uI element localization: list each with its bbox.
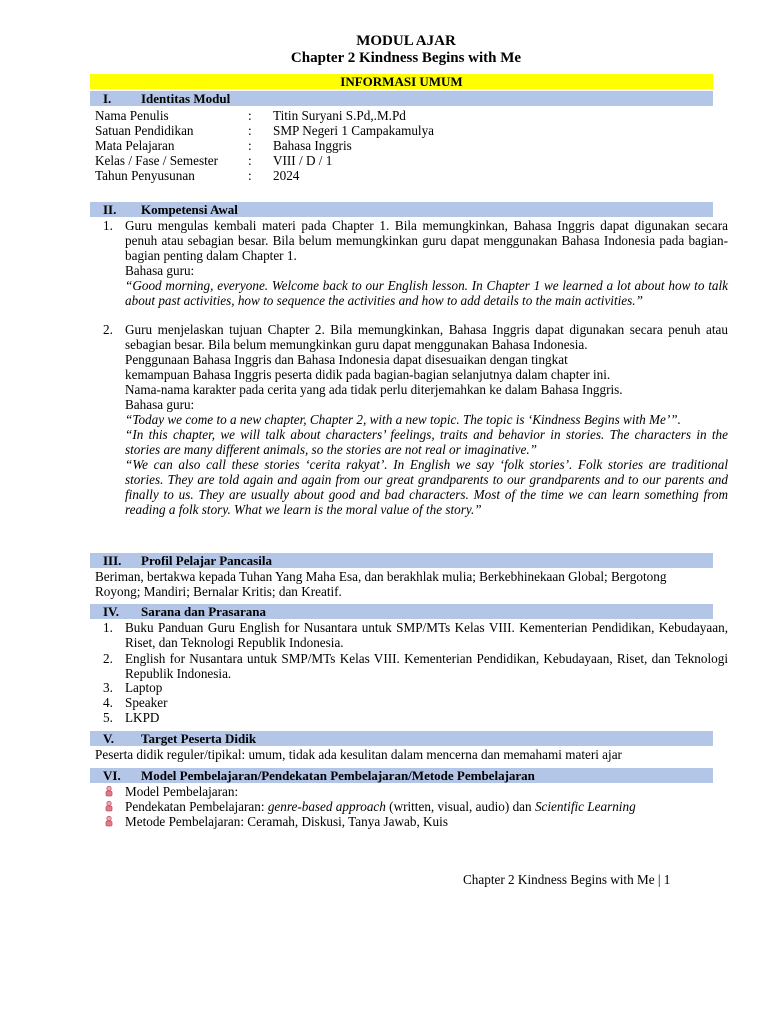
- model-item: Model Pembelajaran:: [125, 784, 239, 799]
- identity-row: [95, 153, 715, 168]
- sarana-item: Buku Panduan Guru English for Nusantara untuk SMP/MTs Kelas VIII. Kementerian Pendidikan, Kebudayaan, Riset, dan Teknologi Republik Indonesia.: [125, 620, 728, 650]
- profil-text: Beriman, bertakwa kepada Tuhan Yang Maha Esa, dan berakhlak mulia; Berkebhinekaan Global; Bergotong Royong; Mandiri; Bernalar Kritis; dan Kreatif.: [95, 569, 667, 599]
- kompetensi-text: Guru menjelaskan tujuan Chapter 2. Bila memungkinkan, Bahasa Inggris dapat digunakan secara penuh atau sebagian besar. Bila belum memungkinkan guru dapat menggunakan Bahasa Indonesia.: [125, 322, 728, 352]
- model-text-italic: Scientific Learning: [534, 799, 636, 814]
- section-profil-header: [90, 553, 713, 568]
- sarana-item: English for Nusantara untuk SMP/MTs Kelas VIII. Kementerian Pendidikan, Kebudayaan, Riset, dan Teknologi Republik Indonesia.: [125, 651, 728, 681]
- ornament-bullet-icon: [103, 815, 115, 827]
- identity-key: Nama Penulis: [95, 108, 169, 123]
- kompetensi-text: Penggunaan Bahasa Inggris dan Bahasa Indonesia dapat disesuaikan dengan tingkat: [125, 352, 568, 367]
- teacher-quote: “Today we come to a new chapter, Chapter 2, with a new topic. The topic is ‘Kindness Begins with Me’”.: [125, 412, 681, 427]
- section-kompetensi-header: [90, 202, 713, 217]
- ornament-bullet-icon: [103, 800, 115, 812]
- kompetensi-text: Guru mengulas kembali materi pada Chapter 1. Bila memungkinkan, Bahasa Inggris dapat digunakan secara penuh atau sebagian besar. Bila belum memungkinkan guru dapat menggunakan Bahasa Indonesia pada bagian-bagian penting dalam Chapter 1.: [125, 218, 728, 263]
- identity-row: [95, 108, 715, 123]
- list-marker: 5.: [103, 710, 113, 725]
- identity-key: Tahun Penyusunan: [95, 168, 195, 183]
- list-marker: 1.: [103, 218, 113, 233]
- identity-key: Kelas / Fase / Semester: [95, 153, 219, 168]
- teacher-quote: “Good morning, everyone. Welcome back to our English lesson. In Chapter 1 we learned a lot about how to talk about past activities, how to sequence the activities and how to add details to the main activities.”: [125, 278, 728, 308]
- kompetensi-text: kemampuan Bahasa Inggris peserta didik pada bagian-bagian selanjutnya dalam chapter ini.: [125, 367, 611, 382]
- list-marker: 2.: [103, 651, 113, 666]
- section-sarana-header: [90, 604, 713, 619]
- identity-colon: :: [248, 168, 252, 183]
- list-marker: 2.: [103, 322, 113, 337]
- teacher-quote: “We can also call these stories ‘cerita rakyat’. In English we say ‘folk stories’. Folk stories are traditional stories. They are told again and again from our great grandparents to our grandparents and to our parents and finally to us. They are usually about good and bad characters. Most of the time we can learn something from reading a folk story. What we learn is the moral value of the story.”: [125, 457, 728, 517]
- identity-row: [95, 123, 715, 138]
- section-identitas-header: [90, 91, 713, 106]
- identity-colon: :: [248, 108, 252, 123]
- identity-colon: :: [248, 138, 252, 153]
- identity-key: Satuan Pendidikan: [95, 123, 194, 138]
- section-number: II.: [103, 202, 117, 217]
- section-number: I.: [103, 91, 112, 106]
- identity-value: SMP Negeri 1 Campakamulya: [273, 123, 435, 138]
- identity-value: 2024: [273, 168, 300, 183]
- kompetensi-item-1: [125, 218, 728, 308]
- sarana-item: Laptop: [125, 680, 163, 695]
- section-label: Kompetensi Awal: [141, 202, 238, 217]
- teacher-quote: “In this chapter, we will talk about characters’ feelings, traits and behavior in stories. The characters in the stories are many different animals, so the stories are not real or imaginative.”: [125, 427, 728, 457]
- page-footer: Chapter 2 Kindness Begins with Me | 1: [463, 872, 671, 887]
- identity-value: Bahasa Inggris: [273, 138, 352, 153]
- list-marker: 1.: [103, 620, 113, 635]
- document-title: MODUL AJAR: [356, 33, 456, 49]
- identity-row: [95, 138, 715, 153]
- identity-key: Mata Pelajaran: [95, 138, 175, 153]
- model-item: [125, 799, 636, 814]
- document-subtitle: Chapter 2 Kindness Begins with Me: [290, 50, 522, 66]
- section-label: Sarana dan Prasarana: [141, 604, 266, 619]
- section-label: Target Peserta Didik: [141, 731, 257, 746]
- identity-row: [95, 168, 715, 183]
- ornament-bullet-icon: [103, 785, 115, 797]
- section-number: III.: [103, 553, 122, 568]
- model-item: Metode Pembelajaran: Ceramah, Diskusi, Tanya Jawab, Kuis: [125, 814, 448, 829]
- identity-colon: :: [248, 153, 252, 168]
- info-header: INFORMASI UMUM: [90, 74, 713, 89]
- section-label: Model Pembelajaran/Pendekatan Pembelajaran/Metode Pembelajaran: [141, 768, 535, 783]
- list-marker: 4.: [103, 695, 113, 710]
- model-text-italic: genre-based approach: [267, 799, 386, 814]
- identity-table: [95, 108, 715, 183]
- model-text: Pendekatan Pembelajaran:: [125, 799, 268, 814]
- identity-value: Titin Suryani S.Pd,.M.Pd: [273, 108, 406, 123]
- sarana-item: Speaker: [125, 695, 168, 710]
- section-target-header: [90, 731, 713, 746]
- kompetensi-item-2: [125, 322, 728, 517]
- section-label: Profil Pelajar Pancasila: [141, 553, 272, 568]
- identity-value: VIII / D / 1: [273, 153, 333, 168]
- model-text: (written, visual, audio) dan: [385, 799, 535, 814]
- identity-colon: :: [248, 123, 252, 138]
- section-number: VI.: [103, 768, 121, 783]
- section-model-header: [90, 768, 713, 783]
- target-text: Peserta didik reguler/tipikal: umum, tidak ada kesulitan dalam mencerna dan memahami materi ajar: [95, 747, 622, 762]
- teacher-language-label: Bahasa guru:: [125, 263, 195, 278]
- sarana-item: LKPD: [125, 710, 160, 725]
- section-number: IV.: [103, 604, 120, 619]
- teacher-language-label: Bahasa guru:: [125, 397, 195, 412]
- section-label: Identitas Modul: [141, 91, 231, 106]
- section-number: V.: [103, 731, 114, 746]
- kompetensi-text: Nama-nama karakter pada cerita yang ada tidak perlu diterjemahkan ke dalam Bahasa Inggris.: [125, 382, 623, 397]
- list-marker: 3.: [103, 680, 113, 695]
